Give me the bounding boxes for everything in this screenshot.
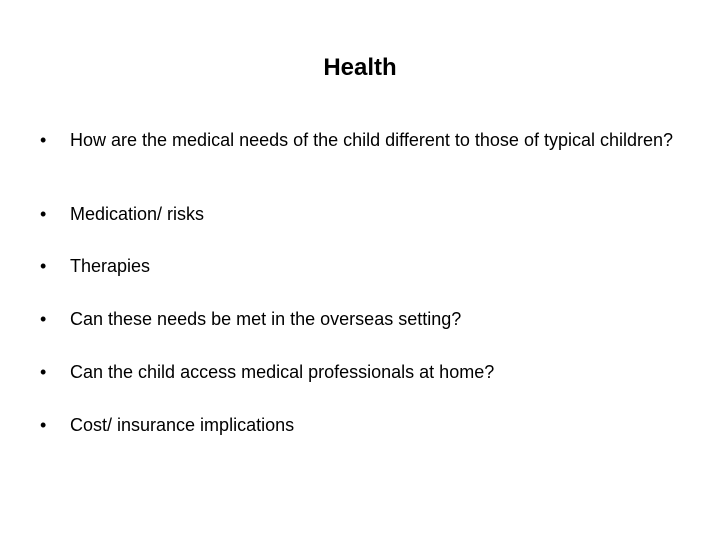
slide-title <box>0 52 720 84</box>
bullet-item-professionals-home <box>0 360 720 385</box>
bullet-item-overseas-setting <box>0 307 720 332</box>
bullet-marker: • <box>40 309 47 329</box>
bullet-text: Medication/ risks <box>70 204 205 224</box>
bullet-text: How are the medical needs of the child different to those of typical children? <box>70 130 674 150</box>
bullet-item-medical-needs <box>0 128 720 153</box>
bullet-marker: • <box>40 204 47 224</box>
bullet-marker: • <box>40 415 47 435</box>
bullet-item-medication <box>0 202 720 227</box>
bullet-item-therapies <box>0 254 720 279</box>
bullet-text: Can these needs be met in the overseas setting? <box>70 309 462 329</box>
bullet-marker: • <box>40 130 47 150</box>
bullet-text: Can the child access medical professionals at home? <box>70 362 495 382</box>
bullet-marker: • <box>40 362 47 382</box>
bullet-text: Cost/ insurance implications <box>70 415 295 435</box>
bullet-marker: • <box>40 256 47 276</box>
bullet-text: Therapies <box>70 256 151 276</box>
slide-title-text: Health <box>323 54 397 81</box>
bullet-item-cost-insurance <box>0 413 720 438</box>
